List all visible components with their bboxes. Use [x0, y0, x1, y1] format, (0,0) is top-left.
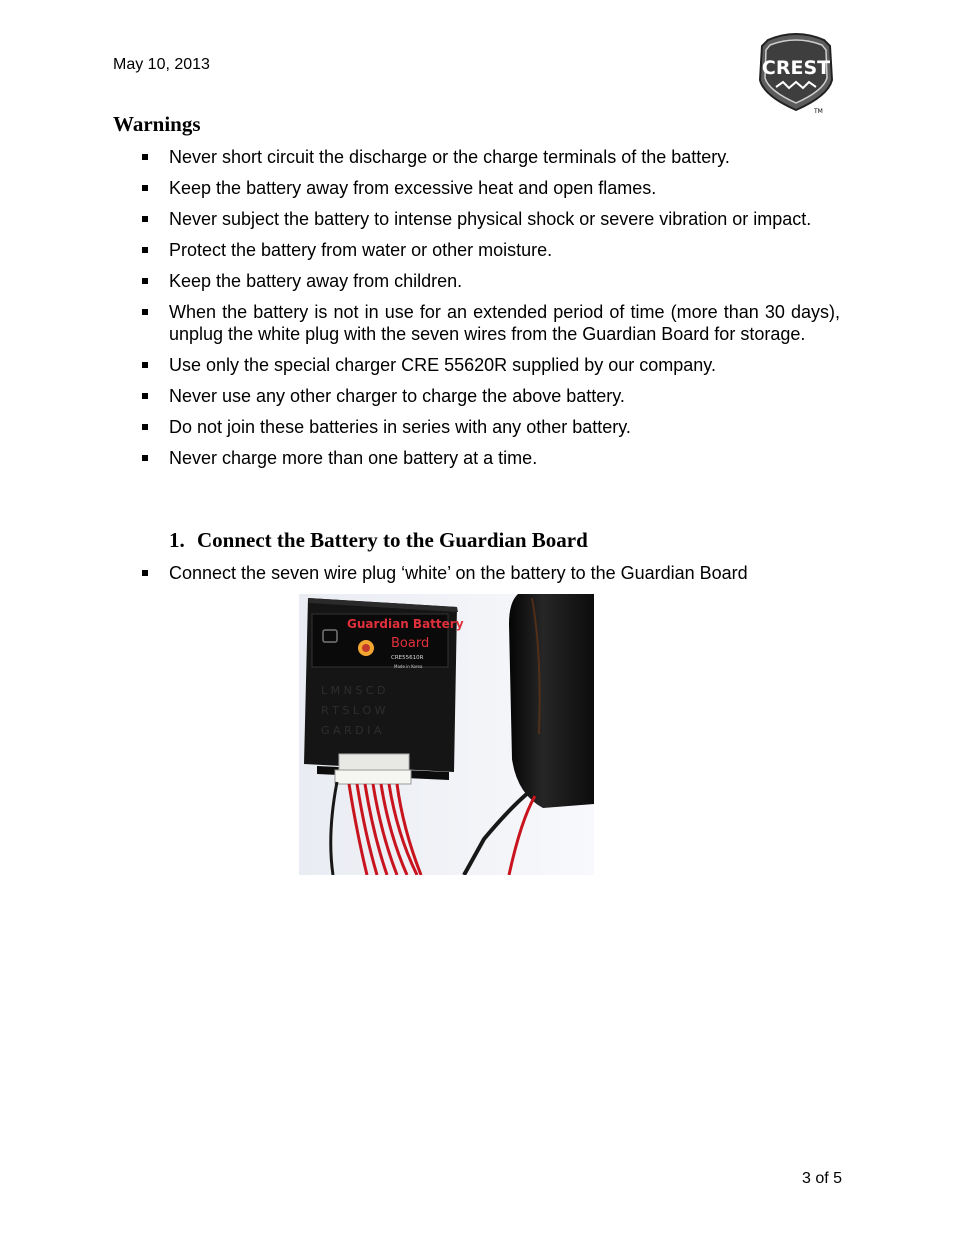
svg-text:Made in Korea: Made in Korea: [394, 664, 423, 669]
svg-text:CRE55610R: CRE55610R: [391, 655, 424, 661]
svg-text:G A R D I A: G A R D I A: [321, 724, 382, 737]
svg-text:TM: TM: [814, 108, 823, 115]
section-number: 1.: [169, 528, 185, 552]
page-number: 3 of 5: [801, 1170, 842, 1187]
warning-item: Never use any other charger to charge the above battery.: [140, 385, 840, 407]
svg-text:Guardian Battery: Guardian Battery: [347, 617, 464, 631]
warning-item: Protect the battery from water or other moisture.: [140, 239, 840, 261]
warning-item: Never charge more than one battery at a time.: [140, 447, 840, 469]
crest-logo: [756, 30, 836, 116]
svg-text:Board: Board: [391, 636, 430, 651]
warning-item: Never short circuit the discharge or the charge terminals of the battery.: [140, 146, 840, 168]
svg-text:L M N S C D: L M N S C D: [321, 684, 386, 697]
battery-board-photo: [299, 594, 594, 875]
warning-item: Never subject the battery to intense physical shock or severe vibration or impact.: [140, 208, 840, 230]
svg-text:CREST: CREST: [761, 57, 831, 79]
warning-item: Use only the special charger CRE 55620R supplied by our company.: [140, 354, 840, 376]
warnings-heading: Warnings: [113, 112, 201, 136]
warning-item: Keep the battery away from excessive heat and open flames.: [140, 177, 840, 199]
step-list: [140, 562, 840, 593]
warning-item: Keep the battery away from children.: [140, 270, 840, 292]
warnings-list: [140, 146, 840, 478]
step-item: Connect the seven wire plug ‘white’ on the battery to the Guardian Board: [140, 562, 840, 584]
section-title-text: Connect the Battery to the Guardian Board: [197, 528, 588, 552]
warning-item: When the battery is not in use for an extended period of time (more than 30 days), unplug the white plug with the seven wires from the Guardian Board for storage.: [140, 301, 840, 345]
section-heading: [169, 528, 588, 553]
warning-item: Do not join these batteries in series with any other battery.: [140, 416, 840, 438]
page-date: May 10, 2013: [113, 56, 210, 73]
svg-text:R T S L O W: R T S L O W: [321, 704, 386, 717]
